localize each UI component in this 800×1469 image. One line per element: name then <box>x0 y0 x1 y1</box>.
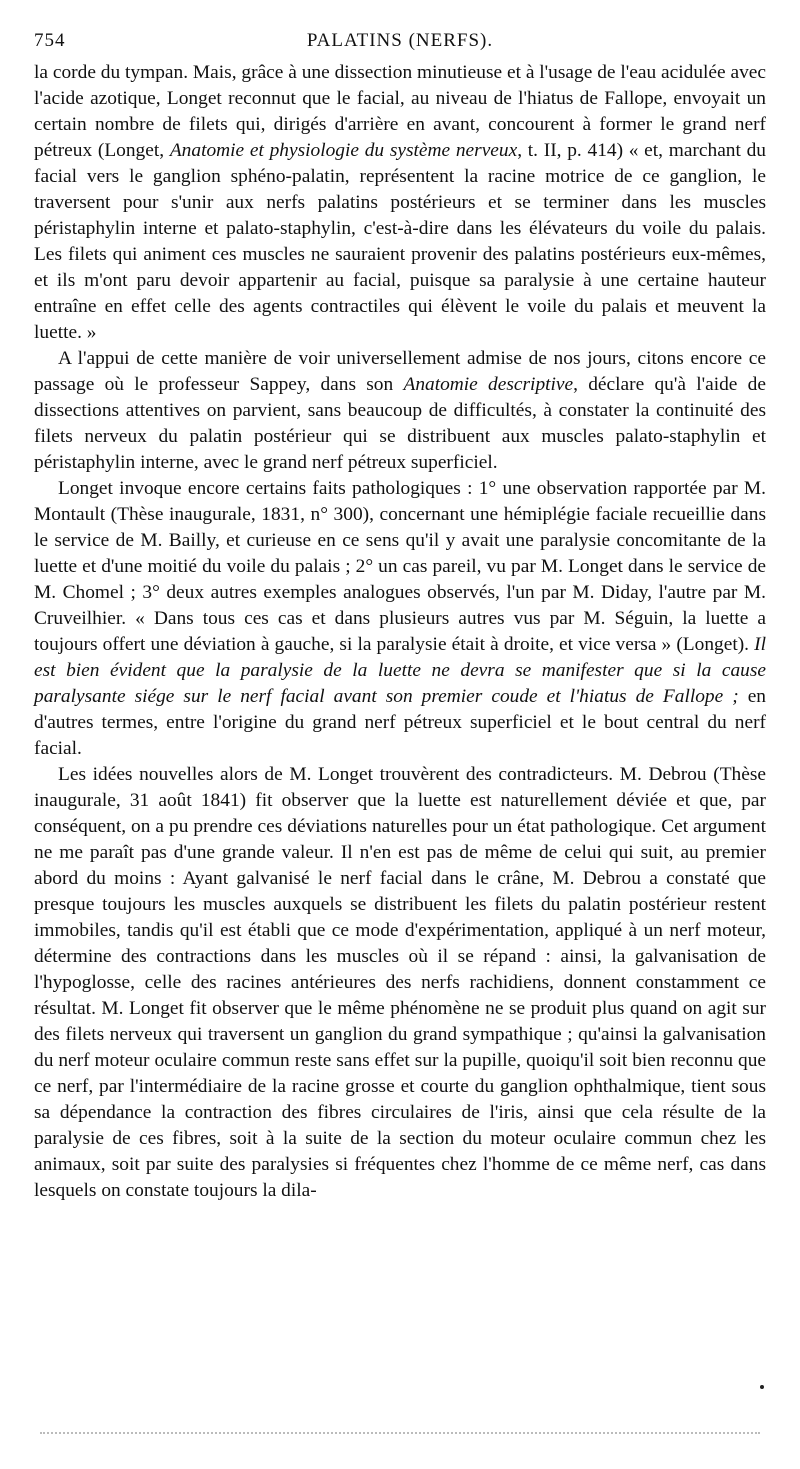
print-dot-mark <box>760 1385 764 1389</box>
bottom-bleed-line <box>40 1432 760 1434</box>
text-segment: la corde du tympan. Mais, grâce à une dissection minutieuse et à l'usage de l'eau acidulée avec l'acide azotique, Longet reconnut que le facial, au niveau de l'hiatus de Fallope, envoyait un certain nombre de filets qui, dirigés d'arrière en avant, concourent à former le grand nerf pétreux (Longet, <box>34 62 766 161</box>
book-page <box>34 30 766 1204</box>
running-title: PALATINS (NERFS). <box>306 30 494 51</box>
paragraph-2 <box>34 346 766 476</box>
text-segment: , t. II, p. 414) « et, marchant du facial vers le ganglion sphéno-palatin, représentent la racine motrice de ce ganglion, le traversent pour s'unir aux nerfs palatins postérieurs et se terminer dans les muscles péristaphylin interne et palato-staphylin, c'est-à-dire dans les élévateurs du voile du palais. Les filets qui animent ces muscles ne sauraient provenir des palatins postérieurs eux-mêmes, et ils m'ont paru devoir appartenir au facial, puisque sa paralysie à une certaine hauteur entraîne en effet celle des agents contractiles qui élèvent le voile du palais et meuvent la luette. » <box>34 140 766 343</box>
text-segment: , déclare qu'à l'aide de dissections attentives on parvient, sans beaucoup de difficultés, à constater la continuité des filets nerveux du palatin postérieur qui se distribuent aux muscles palato-staphylin et péristaphylin interne, avec le grand nerf pétreux superficiel. <box>34 374 766 473</box>
text-segment: en d'autres termes, entre l'origine du grand nerf pétreux superficiel et le bout central du nerf facial. <box>34 686 766 759</box>
page-header <box>34 30 766 60</box>
text-segment: Longet invoque encore certains faits pathologiques : 1° une observation rapportée par M. Montault (Thèse inaugurale, 1831, n° 300), concernant une hémiplégie faciale recueillie dans le service de M. Bailly, et curieuse en ce sens qu'il y avait une paralysie concomitante de la luette et d'une moitié du voile du palais ; 2° un cas pareil, vu par M. Longet dans le service de M. Chomel ; 3° deux autres exemples analogues observés, l'un par M. Diday, l'autre par M. Cruveilhier. « Dans tous ces cas et dans plusieurs autres vus par M. Séguin, la luette a toujours offert une déviation à gauche, si la paralysie était à droite, et vice versa » (Longet). <box>34 478 766 655</box>
paragraph-1 <box>34 60 766 346</box>
text-segment: Les idées nouvelles alors de M. Longet trouvèrent des contradicteurs. M. Debrou (Thèse inaugurale, 31 août 1841) fit observer que la luette est naturellement déviée et que, par conséquent, on a pu prendre ces déviations naturelles pour un état pathologique. Cet argument ne me paraît pas d'une grande valeur. Il n'en est pas de même de celui qui suit, au premier abord du moins : Ayant galvanisé le nerf facial dans le crâne, M. Debrou a constaté que presque toujours les muscles auxquels se distribuent les filets du palatin postérieur restent immobiles, tandis qu'il est établi que ce mode d'expérimentation, appliqué à un nerf moteur, détermine des contractions dans les muscles où il se répand : ainsi, la galvanisation de l'hypoglosse, celle des racines antérieures des nerfs rachidiens, donnent constamment ce résultat. M. Longet fit observer que le même phénomène ne se produit plus quand on agit sur des filets nerveux qui traversent un ganglion du grand sympathique ; qu'ainsi la galvanisation du nerf moteur oculaire commun reste sans effet sur la pupille, quoiqu'il soit bien reconnu que ce nerf, par l'intermédiaire de la racine grosse et courte du ganglion ophthalmique, tient sous sa dépendance la contraction des fibres circulaires de l'iris, ainsi que cela résulte de la paralysie de ces fibres, soit à la suite de la section du moteur oculaire commun chez les animaux, soit par suite des paralysies si fréquentes chez l'homme de ce même nerf, cas dans lesquels on constate toujours la dila- <box>34 764 766 1201</box>
italic-emphasis: Il est bien évident que la paralysie de la luette ne devra se manifester que si la cause paralysante siége sur le nerf facial avant son premier coude et l'hiatus de Fallope ; <box>34 634 766 707</box>
text-segment: A l'appui de cette manière de voir universellement admise de nos jours, citons encore ce passage où le professeur Sappey, dans son <box>34 348 766 395</box>
body-text <box>34 60 766 1204</box>
page-number: 754 <box>34 30 66 51</box>
italic-book-title: Anatomie et physiologie du système nerveux <box>169 140 518 161</box>
paragraph-3 <box>34 476 766 762</box>
italic-book-title: Anatomie descriptive <box>403 374 574 395</box>
paragraph-4 <box>34 762 766 1204</box>
